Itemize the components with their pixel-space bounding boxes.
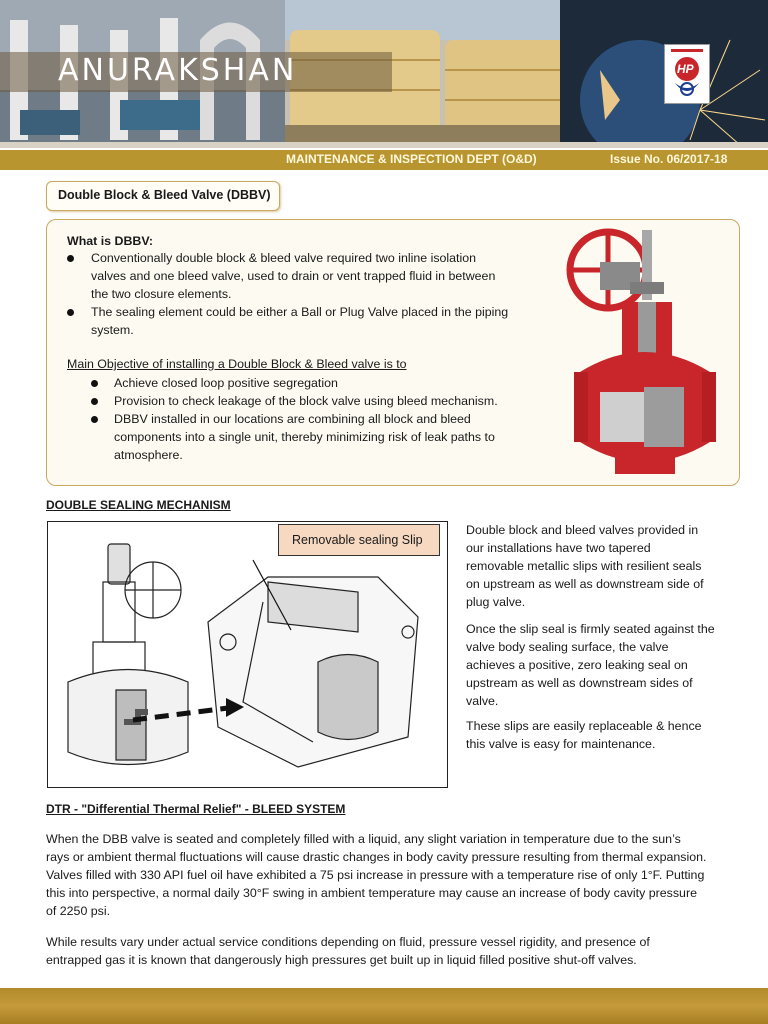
text-line: our installations have two tapered — [466, 541, 651, 555]
bullet-dot — [91, 398, 98, 405]
header-banner — [0, 0, 768, 148]
dtr-heading: DTR - "Differential Thermal Relief" - BLEED SYSTEM — [46, 802, 346, 816]
dtr-paragraph-2 — [46, 933, 732, 969]
text-line: Once the slip seal is firmly seated against the — [466, 622, 715, 636]
sealing-paragraph-3 — [466, 717, 720, 753]
text-line: valve. — [466, 694, 499, 708]
objective-bullet-2 — [114, 392, 530, 410]
text-line: Conventionally double block & bleed valve required two inline isolation — [91, 251, 477, 265]
bullet-dot — [91, 380, 98, 387]
text-line: the two closure elements. — [91, 287, 232, 301]
text-line: entrapped gas it is known that dangerously high pressures get built up in liquid filled positive shut-off valves. — [46, 953, 637, 967]
text-line: on upstream as well as downstream side of — [466, 577, 704, 591]
text-line: removable metallic slips with resilient seals — [466, 559, 702, 573]
text-line: DBBV installed in our locations are combining all block and bleed — [114, 412, 471, 426]
text-line: When the DBB valve is seated and completely filled with a liquid, any slight variation in temperature due to the sun’s — [46, 832, 681, 846]
brand-title: ANURAKSHAN — [58, 53, 298, 88]
objective-bullet-1 — [114, 374, 530, 392]
dtr-paragraph-1 — [46, 830, 732, 920]
dept-name: MAINTENANCE & INSPECTION DEPT (O&D) — [286, 152, 537, 166]
sealing-diagram — [48, 522, 447, 787]
text-line: plug valve. — [466, 595, 526, 609]
sealing-heading: DOUBLE SEALING MECHANISM — [46, 498, 231, 512]
hp-logo — [664, 44, 710, 104]
text-line: The sealing element could be either a Ball or Plug Valve placed in the piping — [91, 305, 509, 319]
text-line: of 2250 psi. — [46, 904, 111, 918]
text-line: rays or ambient thermal fluctuations will cause drastic changes in body cavity pressure resulting from thermal expansion. — [46, 850, 707, 864]
what-bullet-2 — [91, 303, 530, 339]
footer-bar — [0, 988, 768, 1024]
sealing-paragraph-2 — [466, 620, 720, 710]
bullet-dot — [67, 255, 74, 262]
text-line: this valve is easy for maintenance. — [466, 737, 656, 751]
sealing-figure — [47, 521, 448, 788]
bullet-dot — [91, 416, 98, 423]
bullet-dot — [67, 309, 74, 316]
text-line: achieves a positive, zero leaking seal on — [466, 658, 688, 672]
valve-cutaway-icon — [560, 222, 730, 480]
text-line: While results vary under actual service conditions depending on fluid, pressure vessel rigidity, and presence of — [46, 935, 650, 949]
sealing-paragraph-1 — [466, 521, 720, 611]
what-heading: What is DBBV: — [67, 234, 154, 248]
text-line: this into perspective, a normal daily 30°F swing in ambient temperature may cause an increase of body cavity pressure — [46, 886, 697, 900]
hp-logo-text: HP — [677, 62, 694, 76]
text-line: upstream as well as downstream sides of — [466, 676, 693, 690]
what-bullet-1 — [91, 249, 530, 303]
text-line: valve body sealing surface, the valve — [466, 640, 669, 654]
text-line: Provision to check leakage of the block valve using bleed mechanism. — [114, 394, 498, 408]
text-line: components into a single unit, thereby minimizing risk of leak paths to — [114, 430, 495, 444]
section-title-box — [46, 181, 280, 211]
text-line: system. — [91, 323, 134, 337]
dept-strip — [0, 150, 768, 170]
text-line: atmosphere. — [114, 448, 183, 462]
objective-heading: Main Objective of installing a Double Block & Bleed valve is to — [67, 357, 407, 371]
text-line: Achieve closed loop positive segregation — [114, 376, 338, 390]
text-line: Double block and bleed valves provided in — [466, 523, 699, 537]
text-line: valves and one bleed valve, used to drain or vent trapped fluid in between — [91, 269, 496, 283]
text-line: These slips are easily replaceable & hence — [466, 719, 702, 733]
objective-bullet-3 — [114, 410, 530, 464]
sealing-slip-callout — [278, 524, 440, 556]
issue-number: Issue No. 06/2017-18 — [610, 152, 728, 166]
text-line: Valves filled with 330 API fuel oil have exhibited a 75 psi increase in pressure with a temperature rise of only 1°F. Putting — [46, 868, 705, 882]
dbbv-cutaway-image — [560, 222, 730, 480]
section-title: Double Block & Bleed Valve (DBBV) — [58, 188, 271, 202]
callout-text: Removable sealing Slip — [292, 533, 423, 547]
